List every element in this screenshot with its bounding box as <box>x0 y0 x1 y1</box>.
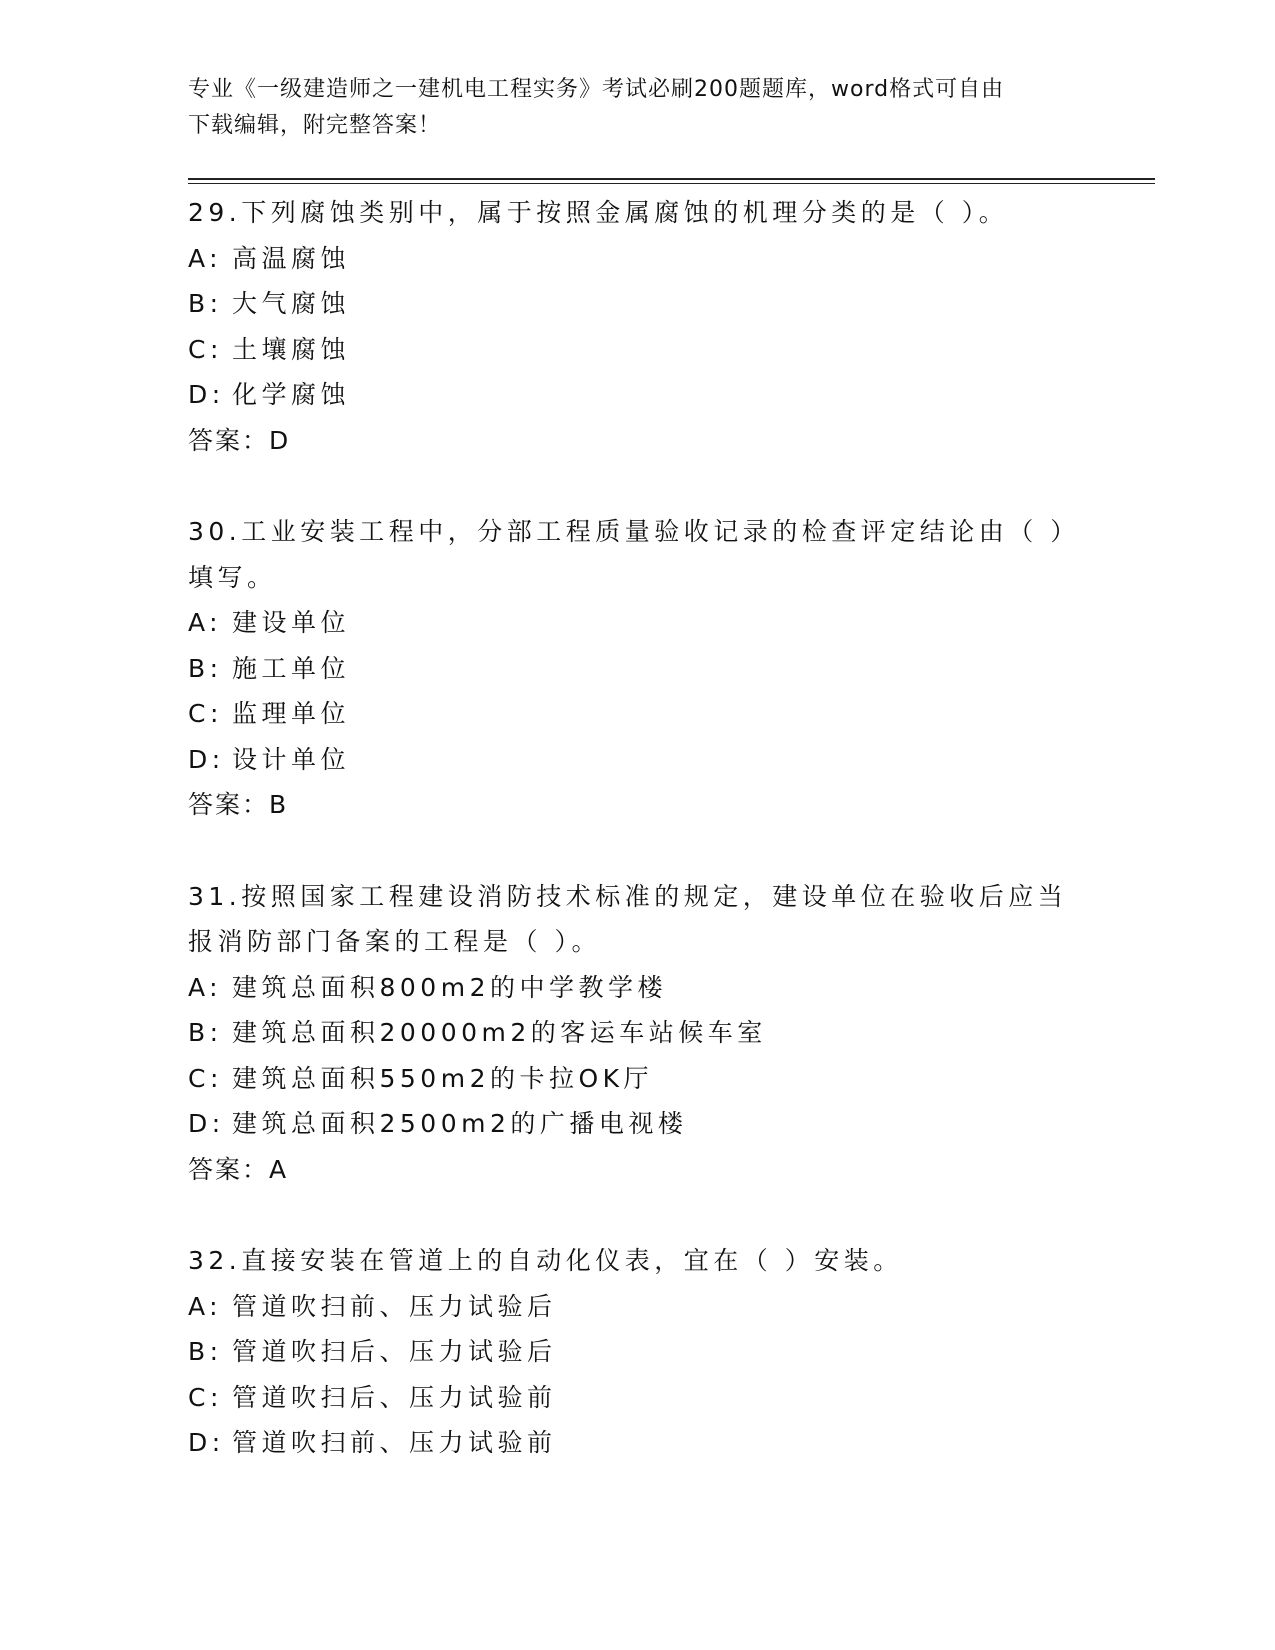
document-header <box>188 72 1088 144</box>
option-text: 化学腐蚀 <box>232 380 351 409</box>
option-letter: D: <box>188 1428 225 1457</box>
option-text: 监理单位 <box>232 699 351 728</box>
option-letter: A: <box>188 1291 223 1321</box>
option-text: 管道吹扫后、压力试验前 <box>232 1382 557 1412</box>
option-text: 管道吹扫前、压力试验前 <box>232 1428 557 1457</box>
option-letter: D: <box>188 744 225 774</box>
option-text: 高温腐蚀 <box>232 243 351 273</box>
option-c <box>188 1056 1088 1102</box>
answer-line: 答案：D <box>188 425 291 455</box>
option-letter: B: <box>188 1337 223 1366</box>
option-b <box>188 281 1088 327</box>
question-30 <box>188 509 1088 828</box>
option-b <box>188 1329 1088 1375</box>
option-a <box>188 236 1088 282</box>
option-d <box>188 1420 1088 1466</box>
option-d <box>188 737 1088 783</box>
option-letter: B: <box>188 289 223 318</box>
option-d <box>188 1101 1088 1147</box>
question-stem: 30.工业安装工程中，分部工程质量验收记录的检查评定结论由（ ）填写。 <box>188 517 1080 592</box>
question-29 <box>188 190 1088 463</box>
option-letter: C: <box>188 1382 223 1412</box>
option-text: 管道吹扫后、压力试验后 <box>232 1337 557 1366</box>
option-text: 大气腐蚀 <box>232 289 351 318</box>
option-text: 建筑总面积20000m2的客运车站候车室 <box>232 1018 767 1047</box>
option-letter: A: <box>188 608 223 637</box>
option-letter: A: <box>188 972 223 1002</box>
question-stem: 29.下列腐蚀类别中，属于按照金属腐蚀的机理分类的是（ ）。 <box>188 198 1009 227</box>
option-letter: C: <box>188 1063 223 1093</box>
option-letter: D: <box>188 380 225 409</box>
option-c <box>188 327 1088 373</box>
option-letter: A: <box>188 243 223 273</box>
option-text: 建筑总面积800m2的中学教学楼 <box>232 972 667 1002</box>
option-letter: D: <box>188 1109 225 1138</box>
option-c <box>188 1375 1088 1421</box>
question-list <box>188 190 1088 1512</box>
question-32 <box>188 1238 1088 1466</box>
option-text: 建筑总面积2500m2的广播电视楼 <box>232 1109 688 1138</box>
option-c <box>188 691 1088 737</box>
question-stem: 32.直接安装在管道上的自动化仪表，宜在（ ）安装。 <box>188 1246 903 1275</box>
option-a <box>188 600 1088 646</box>
header-line-2: 下载编辑，附完整答案！ <box>188 113 442 138</box>
option-text: 施工单位 <box>232 653 351 683</box>
answer-line: 答案：B <box>188 790 289 819</box>
header-divider-thin <box>188 183 1155 184</box>
header-line-1: 专业《一级建造师之一建机电工程实务》考试必刷200题题库，word格式可自由 <box>188 77 1005 102</box>
option-b <box>188 646 1088 692</box>
option-letter: B: <box>188 1018 223 1047</box>
header-divider-thick <box>188 178 1155 180</box>
option-d <box>188 372 1088 418</box>
option-text: 建筑总面积550m2的卡拉OK厅 <box>232 1063 654 1093</box>
option-text: 管道吹扫前、压力试验后 <box>232 1291 557 1321</box>
option-text: 设计单位 <box>232 744 351 774</box>
option-a <box>188 1284 1088 1330</box>
option-letter: B: <box>188 653 223 683</box>
answer-line: 答案：A <box>188 1154 289 1184</box>
option-text: 建设单位 <box>232 608 351 637</box>
option-a <box>188 965 1088 1011</box>
option-text: 土壤腐蚀 <box>232 334 351 364</box>
option-b <box>188 1010 1088 1056</box>
question-stem: 31.按照国家工程建设消防技术标准的规定，建设单位在验收后应当报消防部门备案的工程是（ ）。 <box>188 881 1068 956</box>
option-letter: C: <box>188 334 223 364</box>
question-31 <box>188 874 1088 1193</box>
option-letter: C: <box>188 699 223 728</box>
